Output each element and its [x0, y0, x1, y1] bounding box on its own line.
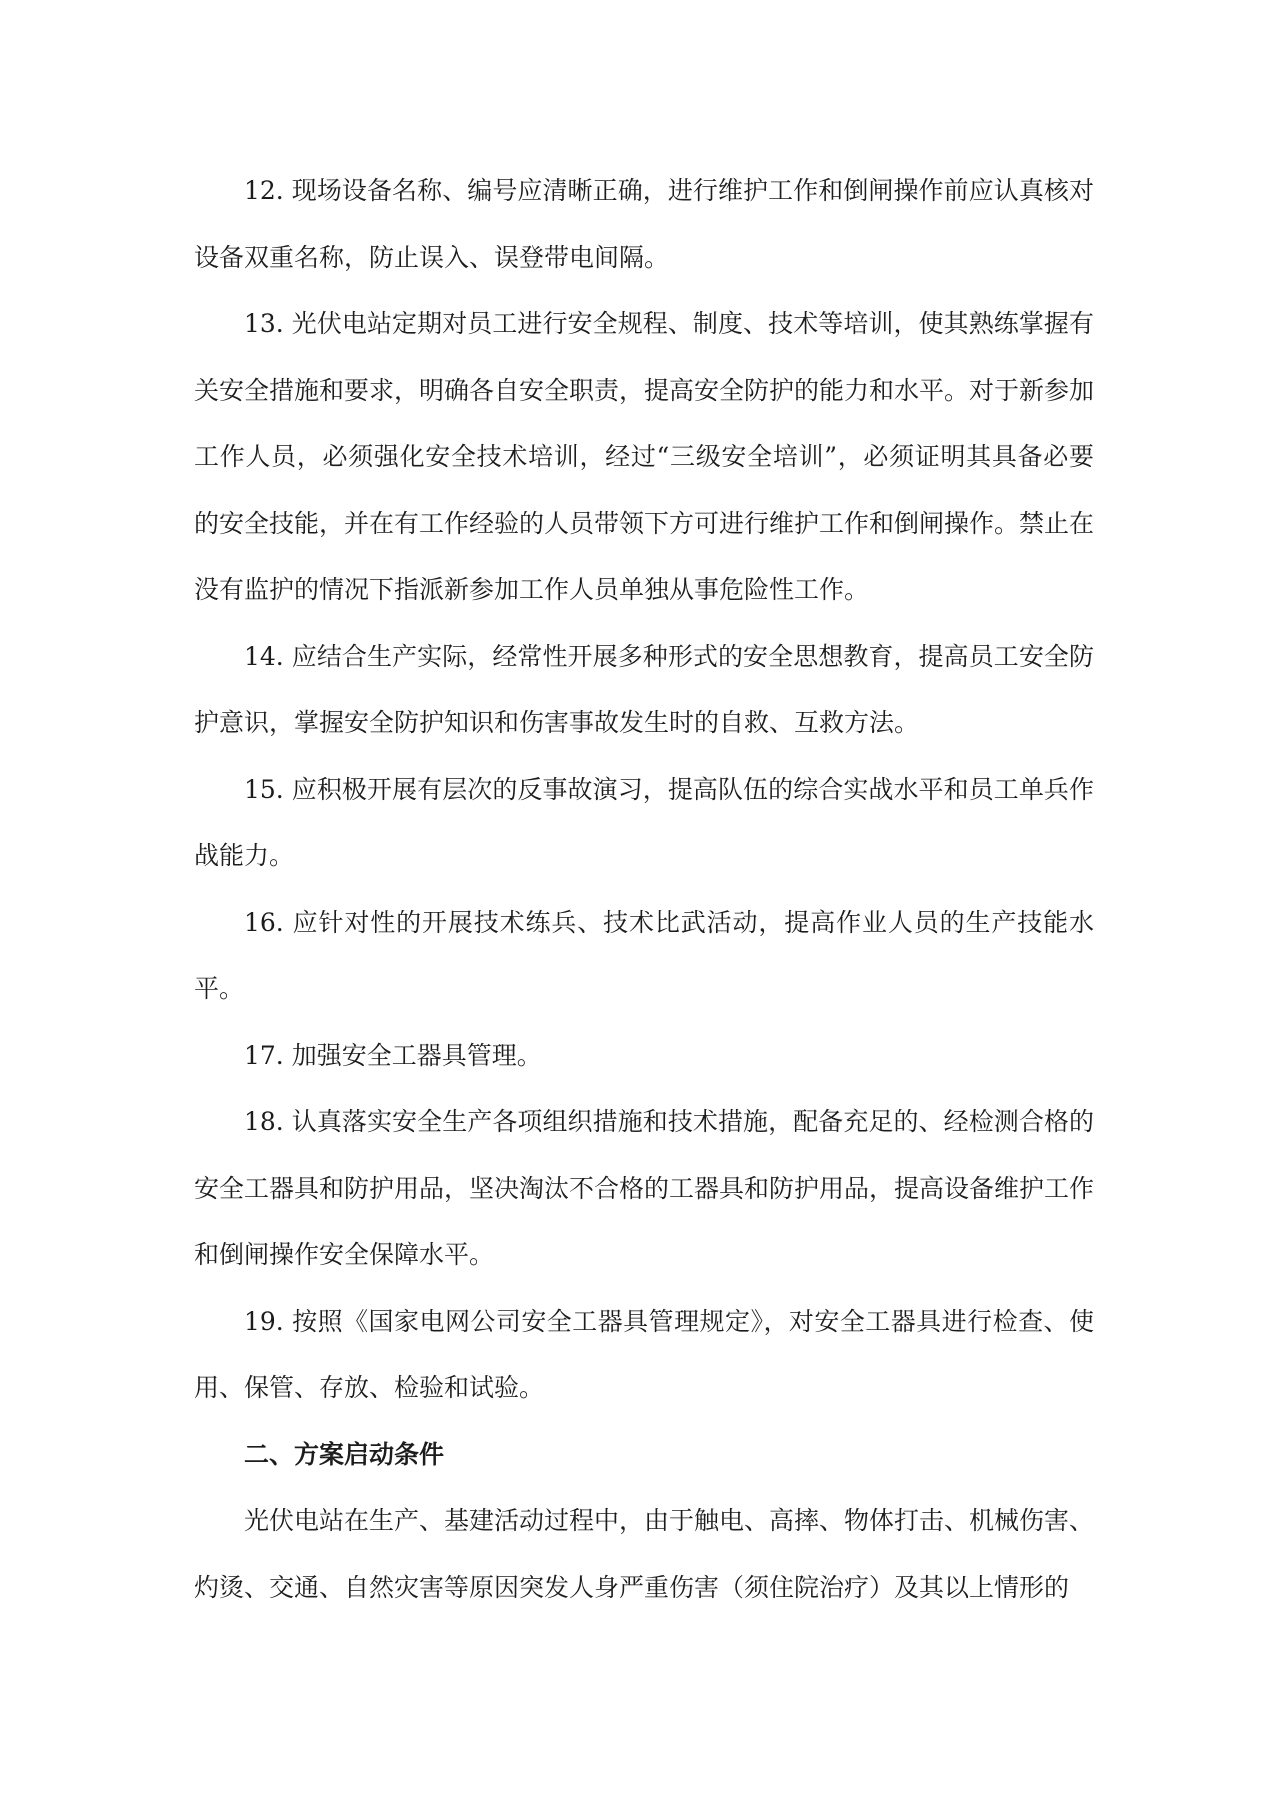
document-page — [194, 158, 1094, 1621]
item-18: 18. 认真落实安全生产各项组织措施和技术措施，配备充足的、经检测合格的安全工器具和防护用品，坚决淘汰不合格的工器具和防护用品，提高设备维护工作和倒闸操作安全保障水平。 — [194, 1107, 1095, 1269]
section-body-paragraph: 光伏电站在生产、基建活动过程中，由于触电、高摔、物体打击、机械伤害、灼烫、交通、自然灾害等原因突发人身严重伤害（须住院治疗）及其以上情形的 — [194, 1506, 1095, 1602]
section-heading: 二、方案启动条件 — [244, 1439, 445, 1469]
item-12: 12. 现场设备名称、编号应清晰正确，进行维护工作和倒闸操作前应认真核对设备双重名称，防止误入、误登带电间隔。 — [194, 176, 1094, 272]
item-13: 13. 光伏电站定期对员工进行安全规程、制度、技术等培训，使其熟练掌握有关安全措施和要求，明确各自安全职责，提高安全防护的能力和水平。对于新参加工作人员，必须强化安全技术培训，经过“三级安全培训”，必须证明其具备必要的安全技能，并在有工作经验的人员带领下方可进行维护工作和倒闸操作。禁止在没有监护的情况下指派新参加工作人员单独从事危险性工作。 — [194, 309, 1095, 604]
item-16: 16. 应针对性的开展技术练兵、技术比武活动，提高作业人员的生产技能水平。 — [194, 907, 1094, 1003]
item-15: 15. 应积极开展有层次的反事故演习，提高队伍的综合实战水平和员工单兵作战能力。 — [194, 774, 1094, 870]
item-17: 17. 加强安全工器具管理。 — [244, 1040, 542, 1070]
item-14: 14. 应结合生产实际，经常性开展多种形式的安全思想教育，提高员工安全防护意识，掌握安全防护知识和伤害事故发生时的自救、互救方法。 — [194, 641, 1094, 737]
item-19: 19. 按照《国家电网公司安全工器具管理规定》，对安全工器具进行检查、使用、保管、存放、检验和试验。 — [194, 1306, 1094, 1402]
